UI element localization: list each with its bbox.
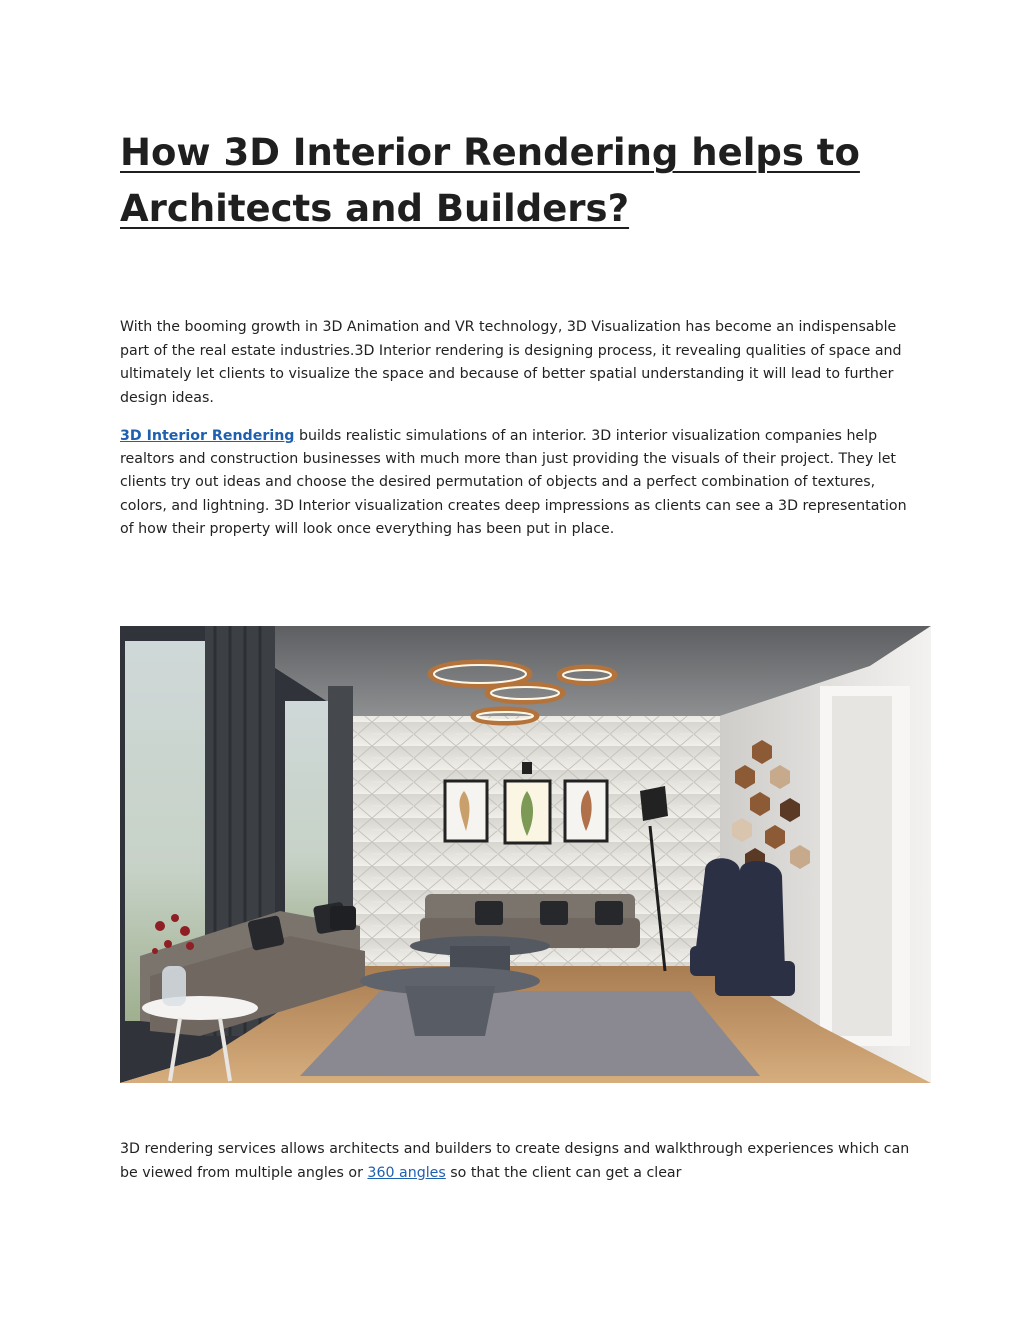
page-title — [120, 125, 900, 237]
services-paragraph — [120, 1137, 920, 1185]
rendering-paragraph-text: builds realistic simulations of an interior. 3D interior visualization companies help realtors and construction businesses with much more than just providing the visuals of their project. They let clients try out ideas and choose the desired permutation of objects and a perfect combination of textures, colors, and lightning. 3D Interior visualization creates deep impressions as clients can see a 3D representation of how their property will look once everything has been put in place. — [120, 428, 907, 537]
rendering-paragraph — [120, 425, 920, 541]
intro-paragraph: With the booming growth in 3D Animation and VR technology, 3D Visualization has become an indispensable part of the real estate industries.3D Interior rendering is designing process, it revealing qualities of space and ultimately let clients to visualize the space and because of better spatial understanding it will lead to further design ideas. — [120, 319, 902, 406]
interior-rendering-photo — [120, 626, 931, 1083]
title-line-2: Architects and Builders? — [120, 187, 630, 230]
services-paragraph-text-before: 3D rendering services allows architects and builders to create designs and walkthrough experiences which can be viewed from multiple angles or — [120, 1141, 910, 1181]
interior-rendering-link[interactable]: 3D Interior Rendering — [120, 428, 295, 444]
360-angles-link[interactable]: 360 angles — [367, 1165, 446, 1181]
services-paragraph-text-after: so that the client can get a clear — [445, 1165, 682, 1181]
title-line-1: How 3D Interior Rendering helps to — [120, 131, 860, 174]
